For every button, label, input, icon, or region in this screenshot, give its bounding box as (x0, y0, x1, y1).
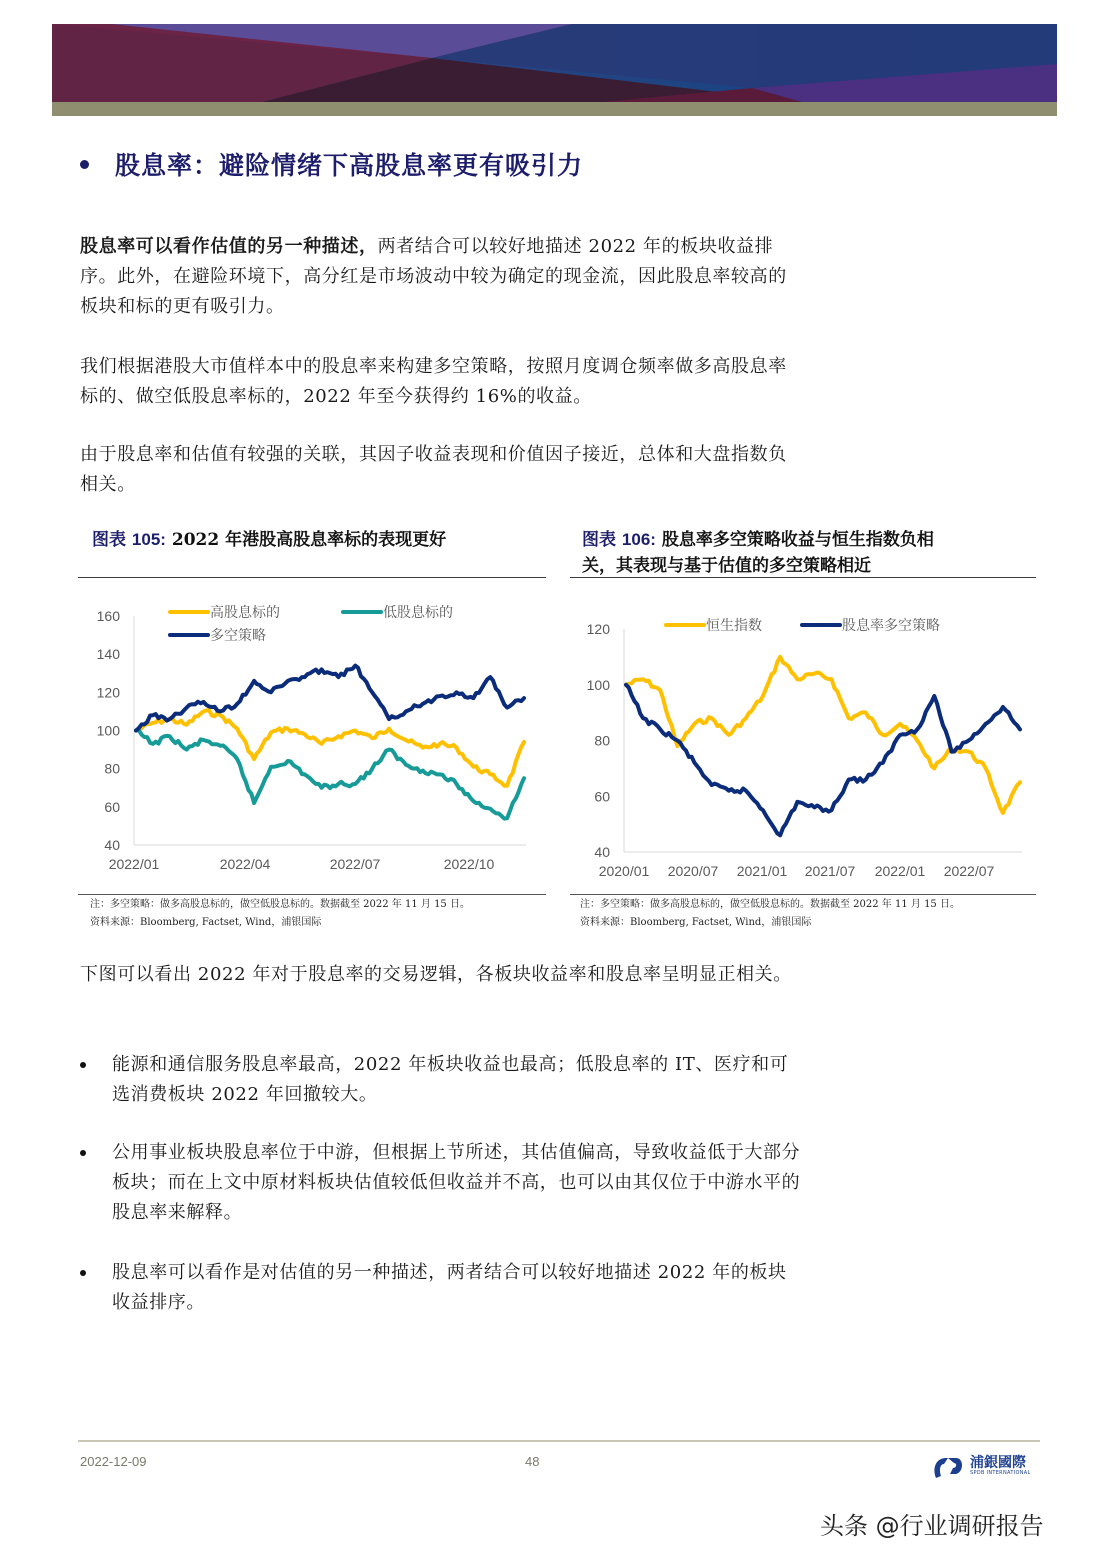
banner-graphic (52, 24, 1057, 102)
bullet-text: 股息率可以看作是对估值的另一种描述，两者结合可以较好地描述 2022 年的板块收益排序。 (112, 1262, 787, 1313)
series-line (626, 685, 1020, 836)
footer-rule (78, 1440, 1040, 1442)
y-tick-label: 40 (594, 844, 610, 860)
page-number: 48 (525, 1454, 540, 1469)
y-tick-label: 100 (586, 676, 610, 693)
series-line (136, 730, 524, 818)
figure-106-notes (580, 896, 1040, 932)
figure-label: 图表 (582, 530, 616, 550)
figure-105-title (92, 527, 552, 553)
x-tick-label: 2022/01 (108, 856, 160, 872)
bullet-text: 公用事业板块股息率位于中游，但根据上节所述，其估值偏高，导致收益低于大部分板块；而在上文中原材料板块估值较低但收益并不高，也可以由其仅位于中游水平的股息率来解释。 (112, 1142, 801, 1223)
bullet-icon (80, 1062, 86, 1068)
figure-number: 106: (621, 530, 656, 549)
legend-label: 多空策略 (210, 628, 266, 644)
figure-label: 图表 (92, 530, 126, 550)
paragraph-2: 我们根据港股大市值样本中的股息率来构建多空策略，按照月度调仓频率做多高股息率标的、做空低股息率标的，2022 年至今获得约 16%的收益。 (80, 356, 787, 407)
bullet-item-1 (80, 1050, 805, 1110)
series-line (136, 710, 524, 785)
x-tick-label: 2021/01 (736, 863, 788, 879)
legend-label: 低股息标的 (383, 605, 453, 621)
chart-105-svg (78, 590, 548, 890)
banner-strip (52, 102, 1057, 116)
y-tick-label: 140 (96, 646, 120, 663)
paragraph-3: 由于股息率和估值有较强的关联，其因子收益表现和价值因子接近，总体和大盘指数负相关。 (80, 444, 787, 495)
bullet-icon (80, 1270, 86, 1276)
y-tick-label: 60 (104, 798, 120, 815)
logo-name: 浦銀國際 (970, 1455, 1026, 1471)
paragraph-4: 下图可以看出 2022 年对于股息率的交易逻辑，各板块收益率和股息率呈明显正相关。 (80, 964, 792, 985)
y-tick-label: 120 (586, 621, 610, 637)
chart-105 (78, 590, 548, 890)
legend-label: 高股息标的 (210, 605, 280, 621)
figure-105-notes (90, 896, 550, 932)
header-banner (52, 24, 1057, 102)
y-tick-label: 100 (96, 722, 120, 739)
x-tick-label: 2022/04 (219, 856, 271, 872)
figure-title-line2: 关，其表现与基于估值的多空策略相近 (582, 556, 871, 576)
paragraph-1-bold: 股息率可以看作估值的另一种描述， (80, 236, 378, 257)
company-logo (930, 1450, 1040, 1484)
y-tick-label: 160 (96, 608, 120, 624)
figure-106-source: 资料来源：Bloomberg, Factset, Wind，浦银国际 (580, 917, 812, 928)
figure-106-title (582, 527, 1042, 579)
y-tick-label: 80 (104, 760, 120, 777)
figure-title-line1: 股息率多空策略收益与恒生指数负相 (661, 530, 934, 550)
figure-number: 105: (131, 530, 166, 549)
legend-label: 股息率多空策略 (842, 618, 940, 634)
figure-105-source: 资料来源：Bloomberg, Factset, Wind，浦银国际 (90, 917, 322, 928)
figure-title-text: 2022 年港股高股息率标的表现更好 (171, 530, 447, 550)
x-tick-label: 2022/01 (874, 863, 926, 879)
x-tick-label: 2022/07 (943, 863, 995, 879)
figure-106-note: 注：多空策略：做多高股息标的，做空低股息标的。数据截至 2022 年 11 月 15 日。 (580, 899, 960, 910)
legend-label: 恒生指数 (706, 618, 762, 634)
figure-105-bottom-rule (78, 894, 546, 895)
figure-106-bottom-rule (570, 894, 1036, 895)
bullet-item-2 (80, 1138, 805, 1228)
figure-106-rule (570, 577, 1036, 578)
y-tick-label: 80 (594, 732, 610, 749)
y-tick-label: 120 (96, 684, 120, 701)
logo-subtitle: SPDB INTERNATIONAL (970, 1470, 1031, 1476)
section-title-text: 股息率：避险情绪下高股息率更有吸引力 (115, 151, 584, 180)
figure-105-rule (78, 577, 546, 578)
x-tick-label: 2022/10 (443, 856, 495, 872)
paragraph-1 (80, 232, 805, 322)
y-tick-label: 40 (104, 837, 120, 853)
x-tick-label: 2020/01 (598, 863, 650, 879)
logo-mark-icon (930, 1452, 966, 1482)
series-line (626, 657, 1020, 813)
bullet-item-3 (80, 1258, 805, 1318)
x-tick-label: 2022/07 (329, 856, 381, 872)
y-tick-label: 60 (594, 788, 610, 805)
figure-105-note: 注：多空策略：做多高股息标的，做空低股息标的。数据截至 2022 年 11 月 15 日。 (90, 899, 470, 910)
footer-date: 2022-12-09 (80, 1454, 147, 1469)
x-tick-label: 2020/07 (667, 863, 719, 879)
chart-106-svg (570, 600, 1040, 890)
bullet-text: 能源和通信服务股息率最高，2022 年板块收益也最高；低股息率的 IT、医疗和可选消费板块 2022 年回撤较大。 (112, 1054, 789, 1105)
watermark: 头条 @行业调研报告 (820, 1512, 1044, 1540)
section-title (80, 146, 583, 182)
paragraph-1-text: 两者结合可以较好地描述 2022 年的板块收益排序。此外，在避险环境下，高分红是市场波动中较为确定的现金流，因此股息率较高的板块和标的更有吸引力。 (80, 236, 787, 317)
bullet-icon (80, 160, 89, 169)
x-tick-label: 2021/07 (804, 863, 856, 879)
chart-106 (570, 600, 1040, 890)
bullet-icon (80, 1150, 86, 1156)
